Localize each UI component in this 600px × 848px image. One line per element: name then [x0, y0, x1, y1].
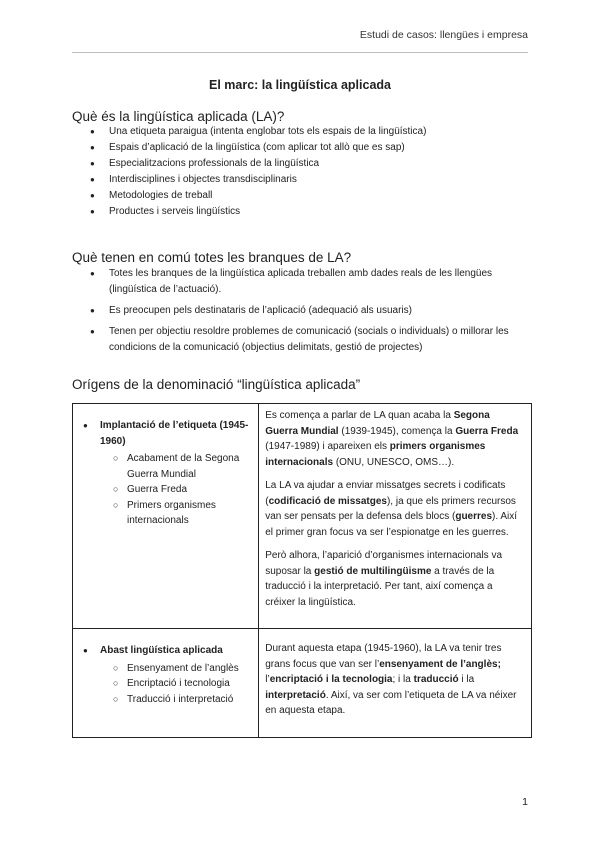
table-cell-description	[259, 629, 532, 738]
table-row	[73, 629, 532, 738]
description-paragraph: Però alhora, l’aparició d’organismes internacionals va suposar la gestió de multilingüisme a través de la traducció i la interpretació. Per tant, així comença a créixer la lingüística.	[265, 550, 503, 608]
topic-title: ● Abast lingüística aplicada	[83, 643, 252, 659]
list-item: ● Una etiqueta paraigua (intenta englobar tots els espais de la lingüística)	[90, 124, 530, 140]
section-heading-what-is-la: Què és la lingüística aplicada (LA)?	[72, 109, 285, 124]
section-heading-common-branches: Què tenen en comú totes les branques de LA?	[72, 250, 352, 265]
topic-sublist	[83, 661, 252, 708]
list-item: ● Totes les branques de la lingüística aplicada treballen amb dades reals de les llengües (lingüística de l’actuació).	[90, 266, 530, 298]
list-item: ● Metodologies de treball	[90, 188, 530, 204]
list-item: ● Productes i serveis lingüístics	[90, 204, 530, 220]
list-item: ● Especialitzacions professionals de la lingüística	[90, 156, 530, 172]
sub-list-item: ○ Primers organismes internacionals	[113, 498, 252, 529]
section-heading-origins: Orígens de la denominació “lingüística aplicada”	[72, 377, 361, 392]
origins-table	[72, 403, 532, 738]
list-item: ● Espais d’aplicació de la lingüística (com aplicar tot allò que es sap)	[90, 140, 530, 156]
description-paragraph: Durant aquesta etapa (1945-1960), la LA va tenir tres grans focus que van ser l’ensenyament de l’anglès; l’encriptació i la tecnologia; i la traducció i la interpretació. Així, va ser com l’etiqueta de LA va néixer en aquesta etapa.	[265, 643, 517, 716]
common-branches-list	[90, 266, 530, 361]
topic-sublist	[83, 451, 252, 529]
description-paragraph: Es comença a parlar de LA quan acaba la Segona Guerra Mundial (1939-1945), comença la Guerra Freda (1947-1989) i apareixen els primers organismes internacionals (ONU, UNESCO, OMS…).	[265, 410, 519, 468]
topic-title: ● Implantació de l’etiqueta (1945-1960)	[83, 418, 252, 449]
table-row	[73, 404, 532, 629]
running-header: Estudi de casos: llengües i empresa	[359, 29, 528, 41]
page-number: 1	[522, 796, 528, 808]
table-cell-description	[259, 404, 532, 629]
sub-list-item: ○ Guerra Freda	[113, 482, 252, 498]
document-title: El marc: la lingüística aplicada	[208, 78, 391, 92]
sub-list-item: ○ Acabament de la Segona Guerra Mundial	[113, 451, 252, 482]
table-cell-topic	[73, 404, 259, 629]
list-item: ● Tenen per objectiu resoldre problemes de comunicació (socials o individuals) o millorar les condicions de la comunicació (objectius delimitats, gestió de projectes)	[90, 324, 530, 356]
sub-list-item: ○ Traducció i interpretació	[113, 692, 252, 708]
description-paragraph: La LA va ajudar a enviar missatges secrets i codificats (codificació de missatges), ja que els primers recursos van ser pensats per la defensa dels blocs (guerres). Així el primer gran focus va ser l’espionatge en les guerres.	[265, 480, 518, 538]
what-is-la-list	[90, 124, 530, 220]
sub-list-item: ○ Ensenyament de l’anglès	[113, 661, 252, 677]
sub-list-item: ○ Encriptació i tecnologia	[113, 676, 252, 692]
list-item: ● Es preocupen pels destinataris de l’aplicació (adequació als usuaris)	[90, 303, 530, 319]
header-divider	[72, 52, 528, 53]
table-cell-topic	[73, 629, 259, 738]
list-item: ● Interdisciplines i objectes transdisciplinaris	[90, 172, 530, 188]
